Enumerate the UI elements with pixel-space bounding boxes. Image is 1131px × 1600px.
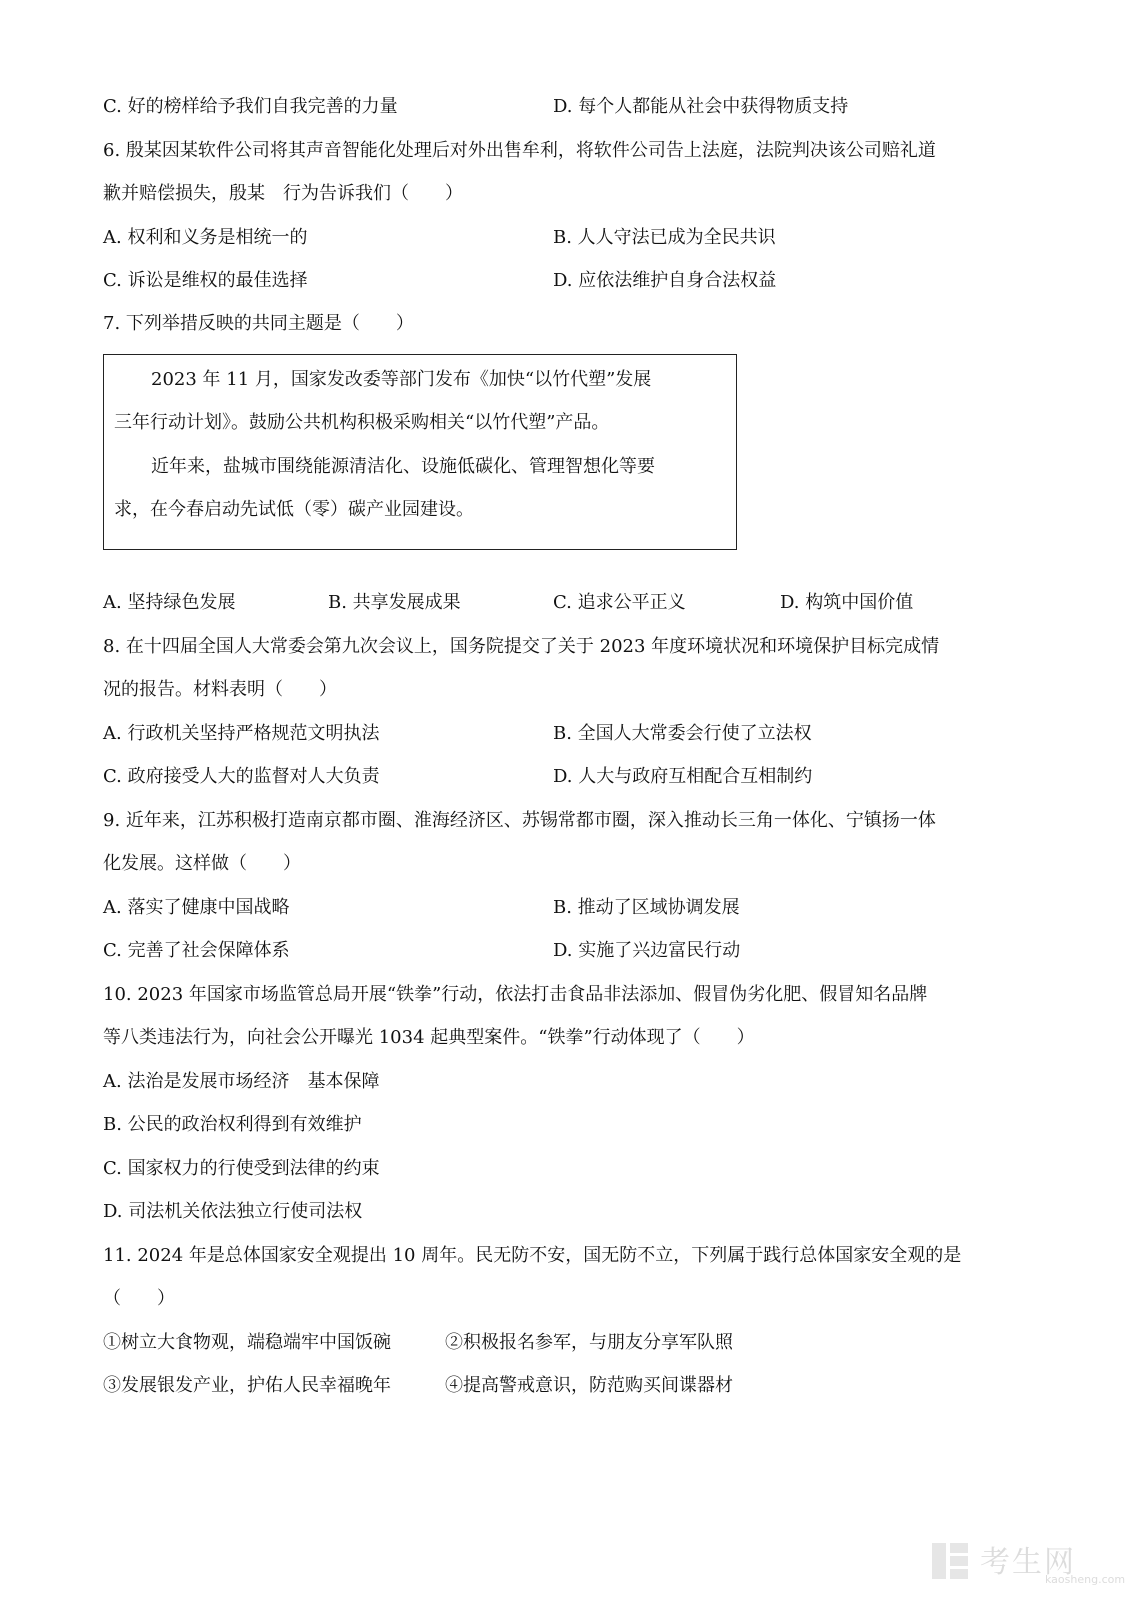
q7-option-d: D. 构筑中国价值: [780, 592, 914, 613]
q7-material-line-3: 近年来，盐城市围绕能源清洁化、设施低碳化、管理智想化等要: [151, 456, 655, 477]
q11-stem-line-2: （ ）: [103, 1288, 175, 1309]
q10-stem-line-2: 等八类违法行为，向社会公开曝光 1034 起典型案件。“铁拳”行动体现了（ ）: [103, 1027, 755, 1048]
q11-item-2: ②积极报名参军，与朋友分享军队照: [445, 1332, 733, 1353]
q8-stem-line-1: 8. 在十四届全国人大常委会第九次会议上，国务院提交了关于 2023 年度环境状况和环境保护目标完成情: [103, 636, 940, 657]
q11-item-4: ④提高警戒意识，防范购买间谍器材: [445, 1375, 733, 1396]
q7-stem: 7. 下列举措反映的共同主题是（ ）: [103, 313, 414, 334]
q7-option-b: B. 共享发展成果: [328, 592, 461, 613]
q10-option-b: B. 公民的政治权利得到有效维护: [103, 1114, 362, 1135]
q8-stem-line-2: 况的报告。材料表明（ ）: [103, 679, 337, 700]
q6-stem-line-2: 歉并赔偿损失，殷某 行为告诉我们（ ）: [103, 183, 463, 204]
q7-material-line-4: 求，在今春启动先试低（零）碳产业园建设。: [114, 499, 474, 520]
q6-stem-line-1: 6. 殷某因某软件公司将其声音智能化处理后对外出售牟利，将软件公司告上法庭，法院判决该公司赔礼道: [103, 140, 936, 161]
q6-option-c: C. 诉讼是维权的最佳选择: [103, 270, 308, 291]
q10-option-a: A. 法治是发展市场经济 基本保障: [103, 1071, 380, 1092]
q11-stem-line-1: 11. 2024 年是总体国家安全观提出 10 周年。民无防不安，国无防不立，下列属于践行总体国家安全观的是: [103, 1245, 962, 1266]
q8-option-a: A. 行政机关坚持严格规范文明执法: [103, 723, 380, 744]
q7-option-c: C. 追求公平正义: [553, 592, 686, 613]
q9-option-b: B. 推动了区域协调发展: [553, 897, 740, 918]
q10-option-d: D. 司法机关依法独立行使司法权: [103, 1201, 363, 1222]
q9-option-d: D. 实施了兴边富民行动: [553, 940, 741, 961]
q10-option-c: C. 国家权力的行使受到法律的约束: [103, 1158, 380, 1179]
q6-option-a: A. 权利和义务是相统一的: [103, 227, 308, 248]
q11-item-1: ①树立大食物观，端稳端牢中国饭碗: [103, 1332, 391, 1353]
q9-option-a: A. 落实了健康中国战略: [103, 897, 290, 918]
q7-material-line-2: 三年行动计划》。鼓励公共机构积极采购相关“以竹代塑”产品。: [114, 412, 610, 433]
q8-option-c: C. 政府接受人大的监督对人大负责: [103, 766, 380, 787]
q7-material-box: [103, 354, 737, 550]
q5-option-c: C. 好的榜样给予我们自我完善的力量: [103, 96, 398, 117]
q7-material-line-1: 2023 年 11 月，国家发改委等部门发布《加快“以竹代塑”发展: [151, 369, 652, 390]
q6-option-d: D. 应依法维护自身合法权益: [553, 270, 777, 291]
q5-option-d: D. 每个人都能从社会中获得物质支持: [553, 96, 849, 117]
watermark-brand: 考生网: [980, 1545, 1076, 1580]
q9-stem-line-2: 化发展。这样做（ ）: [103, 853, 301, 874]
q7-option-a: A. 坚持绿色发展: [103, 592, 236, 613]
q6-option-b: B. 人人守法已成为全民共识: [553, 227, 776, 248]
watermark-logo-icon: [930, 1541, 970, 1581]
q9-option-c: C. 完善了社会保障体系: [103, 940, 290, 961]
q9-stem-line-1: 9. 近年来，江苏积极打造南京都市圈、淮海经济区、苏锡常都市圈，深入推动长三角一体化、宁镇扬一体: [103, 810, 936, 831]
q11-item-3: ③发展银发产业，护佑人民幸福晚年: [103, 1375, 391, 1396]
q10-stem-line-1: 10. 2023 年国家市场监管总局开展“铁拳”行动，依法打击食品非法添加、假冒伪劣化肥、假冒知名品牌: [103, 984, 928, 1005]
q8-option-b: B. 全国人大常委会行使了立法权: [553, 723, 812, 744]
watermark: [930, 1535, 1126, 1591]
q8-option-d: D. 人大与政府互相配合互相制约: [553, 766, 813, 787]
watermark-url: kaosheng.com: [1045, 1573, 1126, 1586]
